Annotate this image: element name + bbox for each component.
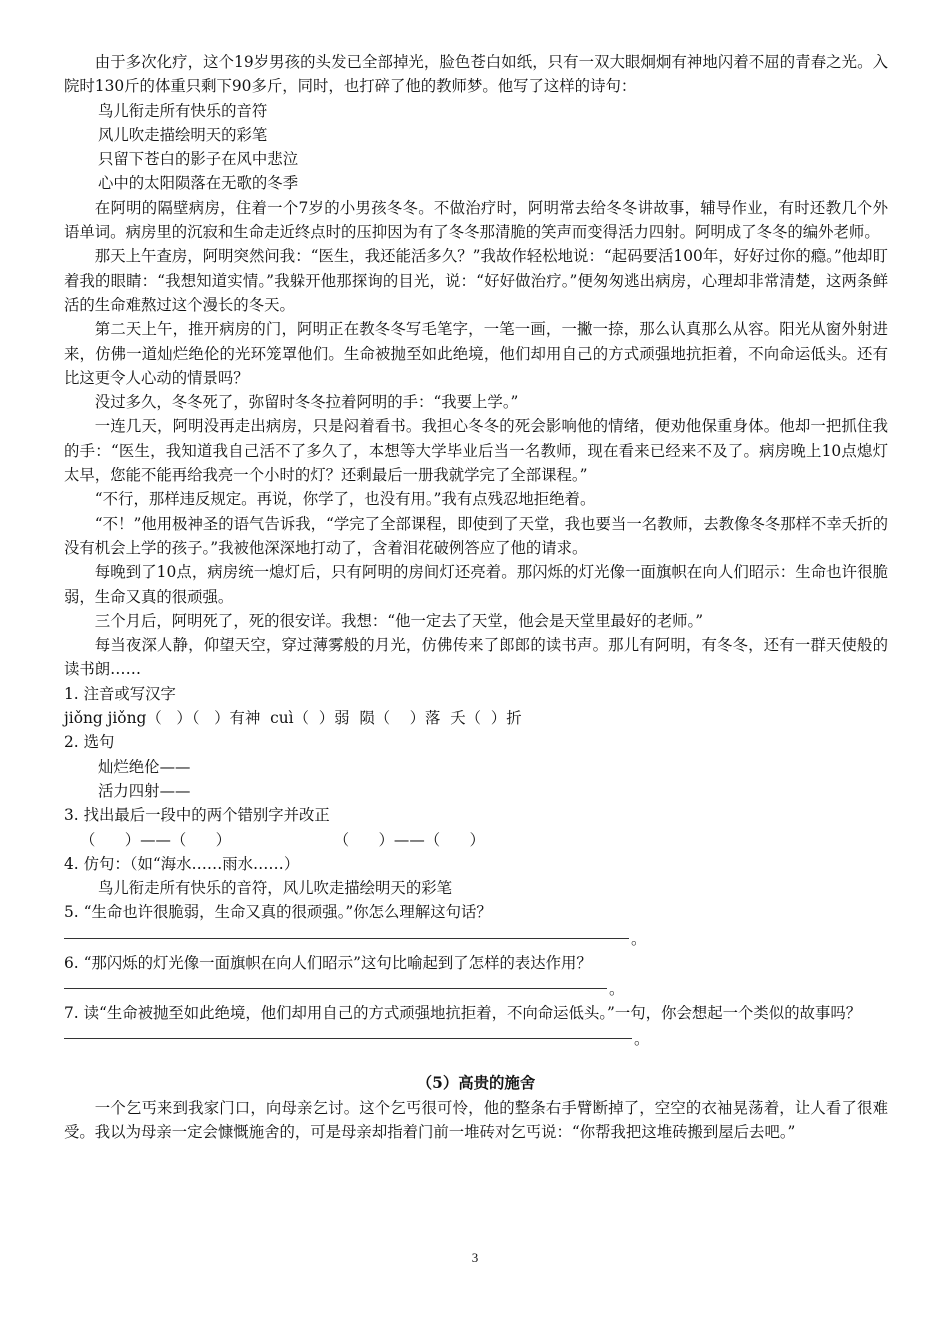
story-paragraph: 一连几天，阿明没再走出病房，只是闷着看书。我担心冬冬的死会影响他的情绪，便劝他保重身体。他却一把抓住我的手：“医生，我知道我自己活不了多久了，本想等大学毕业后当一名教师，现在看来已经来不及了。病房晚上10点熄灯太早，您能不能再给我亮一个小时的灯？还剩最后一册我就学完了全部课程。” bbox=[64, 417, 888, 485]
story-paragraph: 第二天上午，推开病房的门，阿明正在教冬冬写毛笔字，一笔一画，一撇一捺，那么认真那么从容。阳光从窗外射进来，仿佛一道灿烂绝伦的光环笼罩他们。生命被抛至如此绝境，他们却用自己的方式顽强地抗拒着，不向命运低头。还有比这更令人心动的情景吗？ bbox=[64, 320, 888, 387]
question-4-example: 鸟儿衔走所有快乐的音符，风儿吹走描绘明天的彩笔 bbox=[98, 879, 452, 898]
poem-line: 风儿吹走描绘明天的彩笔 bbox=[98, 125, 268, 144]
page-number: 3 bbox=[471, 1250, 479, 1265]
questions-section bbox=[64, 682, 888, 1052]
answer-line-5[interactable] bbox=[64, 925, 888, 951]
question-3-blanks[interactable]: （ ）——（ ） （ ）——（ ） bbox=[80, 830, 485, 849]
story-paragraph: “不！”他用极神圣的语气告诉我，“学完了全部课程，即使到了天堂，我也要当一名教师，去教像冬冬那样不幸夭折的没有机会上学的孩子。”我被他深深地打动了，含着泪花破例答应了他的请求。 bbox=[64, 514, 888, 557]
story-paragraph: 在阿明的隔壁病房，住着一个7岁的小男孩冬冬。不做治疗时，阿明常去给冬冬讲故事，辅导作业，有时还教几个外语单词。病房里的沉寂和生命走近终点时的压抑因为有了冬冬那清脆的笑声而变得活力四射。阿明成了冬冬的编外老师。 bbox=[64, 198, 888, 242]
question-2-label: 2. 选句 bbox=[64, 733, 115, 752]
question-1-label: 1. 注音或写汉字 bbox=[64, 684, 176, 703]
answer-period: 。 bbox=[609, 979, 625, 998]
story-paragraph: 由于多次化疗，这个19岁男孩的头发已全部掉光，脸色苍白如纸，只有一双大眼炯炯有神地闪着不屈的青春之光。入院时130斤的体重只剩下90多斤，同时，也打碎了他的教师梦。他写了这样的诗句： bbox=[64, 53, 888, 96]
question-4-label: 4. 仿句：（如“海水……雨水……） bbox=[64, 854, 300, 873]
question-2-item[interactable]: 灿烂绝伦—— bbox=[98, 757, 191, 776]
story-paragraph: 每当夜深人静，仰望天空，穿过薄雾般的月光，仿佛传来了郎郎的读书声。那儿有阿明，有冬冬，还有一群天使般的读书朗…… bbox=[64, 636, 888, 679]
story-paragraph: “不行，那样违反规定。再说，你学了，也没有用。”我有点残忍地拒绝着。 bbox=[94, 490, 596, 509]
story-paragraph: 一个乞丐来到我家门口，向母亲乞讨。这个乞丐很可怜，他的整条右手臂断掉了，空空的衣袖晃荡着，让人看了很难受。我以为母亲一定会慷慨施舍的，可是母亲却指着门前一堆砖对乞丐说：“你帮我把这堆砖搬到屋后去吧。” bbox=[64, 1098, 888, 1141]
poem-block bbox=[64, 99, 888, 196]
question-6-label: 6. “那闪烁的灯光像一面旗帜在向人们昭示”这句比喻起到了怎样的表达作用？ bbox=[64, 953, 592, 972]
answer-underline[interactable] bbox=[64, 938, 629, 939]
answer-underline[interactable] bbox=[64, 1038, 632, 1039]
story-paragraph: 没过多久，冬冬死了，弥留时冬冬拉着阿明的手：“我要上学。” bbox=[94, 393, 519, 412]
answer-underline[interactable] bbox=[64, 988, 607, 989]
answer-period: 。 bbox=[634, 1030, 650, 1049]
story-paragraph: 那天上午查房，阿明突然问我：“医生，我还能活多久？”我故作轻松地说：“起码要活100年，好好过你的瘾。”他却盯着我的眼睛：“我想知道实情。”我躲开他那探询的目光，说：“好好做治疗。”便匆匆逃出病房，心理却非常清楚，这两条鲜活的生命难熬过这个漫长的冬天。 bbox=[64, 247, 888, 314]
answer-line-6[interactable] bbox=[64, 975, 888, 1001]
answer-period: 。 bbox=[631, 929, 647, 948]
question-7-label: 7. 读“生命被抛至如此绝境，他们却用自己的方式顽强地抗拒着，不向命运低头。”一句，你会想起一个类似的故事吗？ bbox=[64, 1003, 862, 1022]
poem-line: 心中的太阳陨落在无歌的冬季 bbox=[98, 174, 299, 193]
story-paragraph: 三个月后，阿明死了，死的很安详。我想：“他一定去了天堂，他会是天堂里最好的老师。” bbox=[94, 611, 704, 630]
question-3-label: 3. 找出最后一段中的两个错别字并改正 bbox=[64, 806, 330, 825]
story-paragraph: 每晚到了10点，病房统一熄灯后，只有阿明的房间灯还亮着。那闪烁的灯光像一面旗帜在向人们昭示：生命也许很脆弱，生命又真的很顽强。 bbox=[64, 563, 888, 606]
answer-line-7[interactable] bbox=[64, 1025, 888, 1051]
poem-line: 只留下苍白的影子在风中悲泣 bbox=[98, 150, 299, 169]
question-2-item[interactable]: 活力四射—— bbox=[98, 781, 191, 800]
document-page bbox=[64, 50, 888, 1144]
question-1-blanks[interactable]: jiǒng jiǒng（ ）（ ）有神 cuì（ ）弱 陨（ ）落 夭（ ）折 bbox=[64, 709, 522, 728]
poem-line: 鸟儿衔走所有快乐的音符 bbox=[98, 101, 268, 120]
question-5-label: 5. “生命也许很脆弱，生命又真的很顽强。”你怎么理解这句话？ bbox=[64, 903, 492, 922]
section-title: （5）高贵的施舍 bbox=[416, 1074, 536, 1093]
